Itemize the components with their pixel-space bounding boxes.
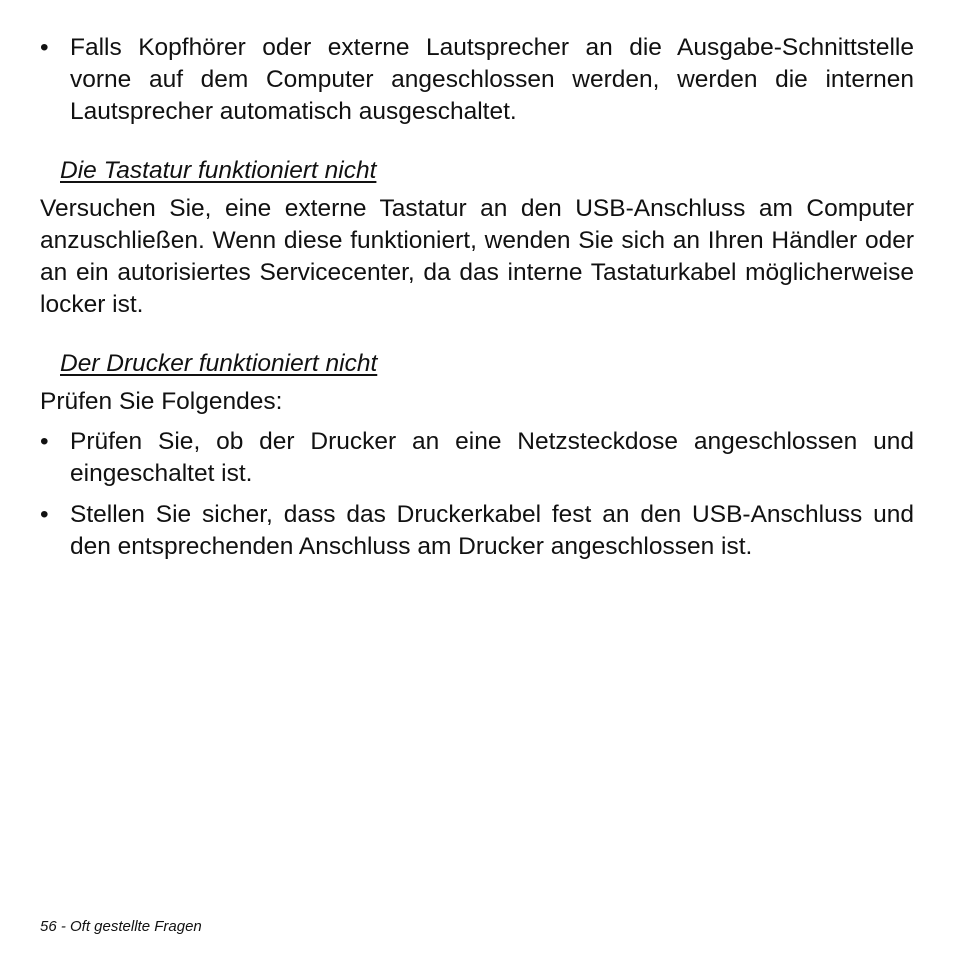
list-item-text: Prüfen Sie, ob der Drucker an eine Netzsteckdose angeschlossen und eingeschaltet ist. [70,428,914,487]
list-item [40,499,914,563]
bullet-icon: • [40,501,49,528]
bullet-icon: • [40,428,49,455]
paragraph-keyboard: Versuchen Sie, eine externe Tastatur an den USB-Anschluss am Computer anzuschließen. Wenn diese funktioniert, wenden Sie sich an Ihren Händler oder an ein autorisiertes Servicecenter, da das interne Tastaturkabel möglicherweise locker ist. [40,195,914,318]
paragraph-printer-intro: Prüfen Sie Folgendes: [40,388,283,415]
section-heading-keyboard: Die Tastatur funktioniert nicht [60,157,377,184]
list-item-text: Stellen Sie sicher, dass das Druckerkabel fest an den USB-Anschluss und den entsprechenden Anschluss am Drucker angeschlossen ist. [70,501,914,560]
section-heading-printer: Der Drucker funktioniert nicht [60,350,378,377]
bullet-icon: • [40,34,49,61]
document-page [40,30,914,563]
list-item [40,32,914,128]
list-item-text: Falls Kopfhörer oder externe Lautsprecher an die Ausgabe-Schnittstelle vorne auf dem Computer angeschlossen werden, werden die internen Lautsprecher automatisch ausgeschaltet. [70,34,914,125]
page-footer: 56 - Oft gestellte Fragen [40,918,202,935]
list-item [40,426,914,490]
